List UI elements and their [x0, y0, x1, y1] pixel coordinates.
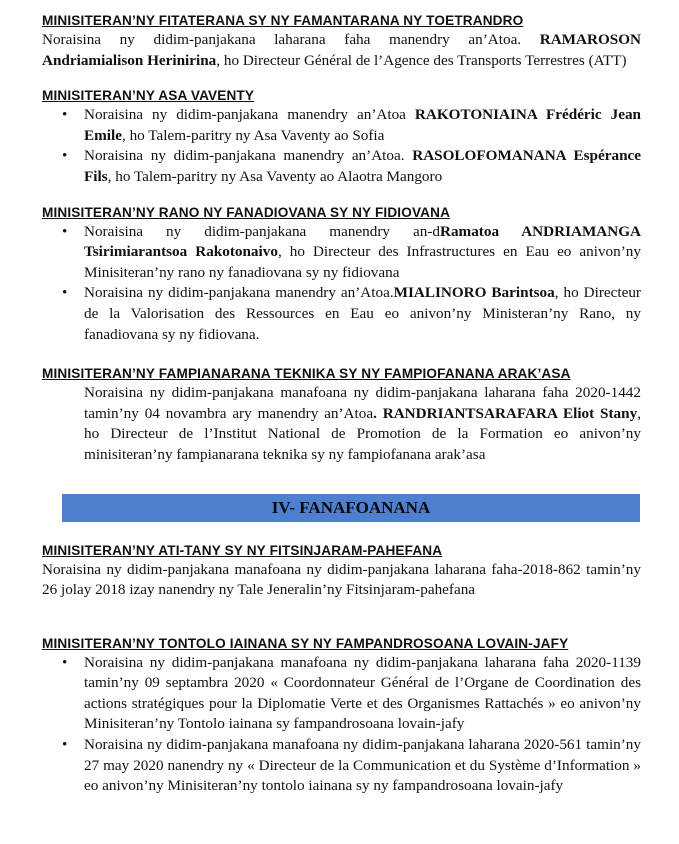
bullet-list-tontolo-iainana — [42, 653, 641, 797]
paragraph-text: , ho Directeur de l’Institut National de Promotion de la Formation eo anivon’ny minisiteran’ny fampianarana teknika sy ny fampiofanana arak’asa — [84, 404, 641, 463]
section-heading-asa-vaventy: MINISITERAN’NY ASA VAVENTY — [42, 88, 255, 104]
section-heading-fampianarana-teknika: MINISITERAN’NY FAMPIANARANA TEKNIKA SY NY FAMPIOFANANA ARAK’ASA — [42, 366, 571, 382]
item-text: Noraisina ny didim-panjakana manendry an-d — [84, 222, 440, 240]
list-item — [62, 222, 641, 284]
appointee-name: RAKOTONIAINA Frédéric Jean Emile — [84, 106, 642, 144]
item-text: Noraisina ny didim-panjakana manendry an’Atoa. — [84, 284, 394, 302]
appointee-name: RASOLOFOMANANA Espérance Fils — [84, 147, 641, 185]
section-banner-fanafoanana: IV- FANAFOANANA — [62, 494, 640, 522]
bullet-icon: • — [62, 106, 68, 124]
appointee-name: MIALINORO Barintsoa — [393, 284, 555, 302]
appointee-name: Ramatoa ANDRIAMANGA Tsirimiarantsoa Rakotonaivo — [84, 222, 641, 261]
list-item — [62, 653, 641, 735]
bullet-icon: • — [62, 653, 68, 671]
section-heading-tontolo-iainana: MINISITERAN’NY TONTOLO IAINANA SY NY FAMPANDROSOANA LOVAIN-JAFY — [42, 635, 569, 651]
paragraph-ati-tany: Noraisina ny didim-panjakana manafoana ny didim-panjakana laharana faha-2018-862 tamin’ny 26 jolay 2018 izay nanendry ny Tale Jeneralin’ny Fitsinjaram-pahefana — [42, 560, 641, 599]
paragraph-text: Noraisina ny didim-panjakana manafoana ny didim-panjakana laharana faha 2020-1442 tamin’ny 04 novambra ary manendry an’Atoa — [84, 384, 641, 422]
bullet-icon: • — [62, 284, 68, 302]
appointee-name: RAMAROSON Andriamialison Herinirina — [42, 31, 641, 69]
section-heading-fitaterana: MINISITERAN’NY FITATERANA SY NY FAMANTARANA NY TOETRANDRO — [42, 13, 524, 28]
bullet-list-asa-vaventy — [42, 105, 641, 187]
item-text: , ho Directeur de la Valorisation des Ressources en Eau eo anivon’ny Ministeran’ny Rano, ny fanadiovana sy ny fidiovana. — [84, 284, 641, 343]
item-text: Noraisina ny didim-panjakana manafoana ny didim-panjakana laharana 2020-561 tamin’ny 27 may 2020 nanendry ny « Directeur de la Communication et du Système d’Information » eo anivon’ny Minisiteran’ny tontolo iainana sy ny fampandrosoana lovain-jafy — [84, 736, 641, 795]
section-heading-rano: MINISITERAN’NY RANO NY FANADIOVANA SY NY FIDIOVANA — [42, 204, 451, 220]
paragraph-fitaterana — [42, 30, 641, 71]
paragraph-text: , ho Directeur Général de l’Agence des Transports Terrestres (ATT) — [216, 51, 627, 69]
item-text: Noraisina ny didim-panjakana manafoana ny didim-panjakana laharana faha 2020-1139 tamin’ny 09 septambra 2020 « Coordonnateur Général de l’Organe de Coordination des actions stratégiques pour la Diplomatie Verte et des Organismes Rattachés » eo anivon’ny Minisiteran’ny Tontolo iainana sy fampandrosoana lovain-jafy — [84, 653, 641, 733]
bullet-icon: • — [62, 222, 68, 240]
list-item — [62, 735, 641, 797]
bullet-icon: • — [62, 736, 68, 754]
appointee-name: . RANDRIANTSARAFARA Eliot Stany — [373, 404, 638, 422]
bullet-icon: • — [62, 147, 68, 165]
item-text: , ho Directeur des Infrastructures en Eau eo anivon’ny Minisiteran’ny rano ny fanadiovana sy ny fidiovana — [84, 243, 641, 281]
list-item — [62, 146, 641, 187]
list-item — [62, 283, 641, 345]
item-text: , ho Talem-paritry ny Asa Vaventy ao Alaotra Mangoro — [107, 167, 443, 185]
item-text: , ho Talem-paritry ny Asa Vaventy ao Sofia — [121, 126, 385, 144]
paragraph-fampianarana-teknika — [42, 383, 641, 465]
bullet-list-rano — [42, 222, 641, 346]
item-text: Noraisina ny didim-panjakana manendry an’Atoa — [84, 106, 415, 124]
section-heading-ati-tany: MINISITERAN’NY ATI-TANY SY NY FITSINJARAM-PAHEFANA — [42, 542, 443, 558]
paragraph-text: Noraisina ny didim-panjakana laharana faha manendry an’Atoa. — [42, 31, 540, 48]
item-text: Noraisina ny didim-panjakana manendry an’Atoa. — [84, 147, 413, 165]
list-item — [62, 105, 641, 146]
